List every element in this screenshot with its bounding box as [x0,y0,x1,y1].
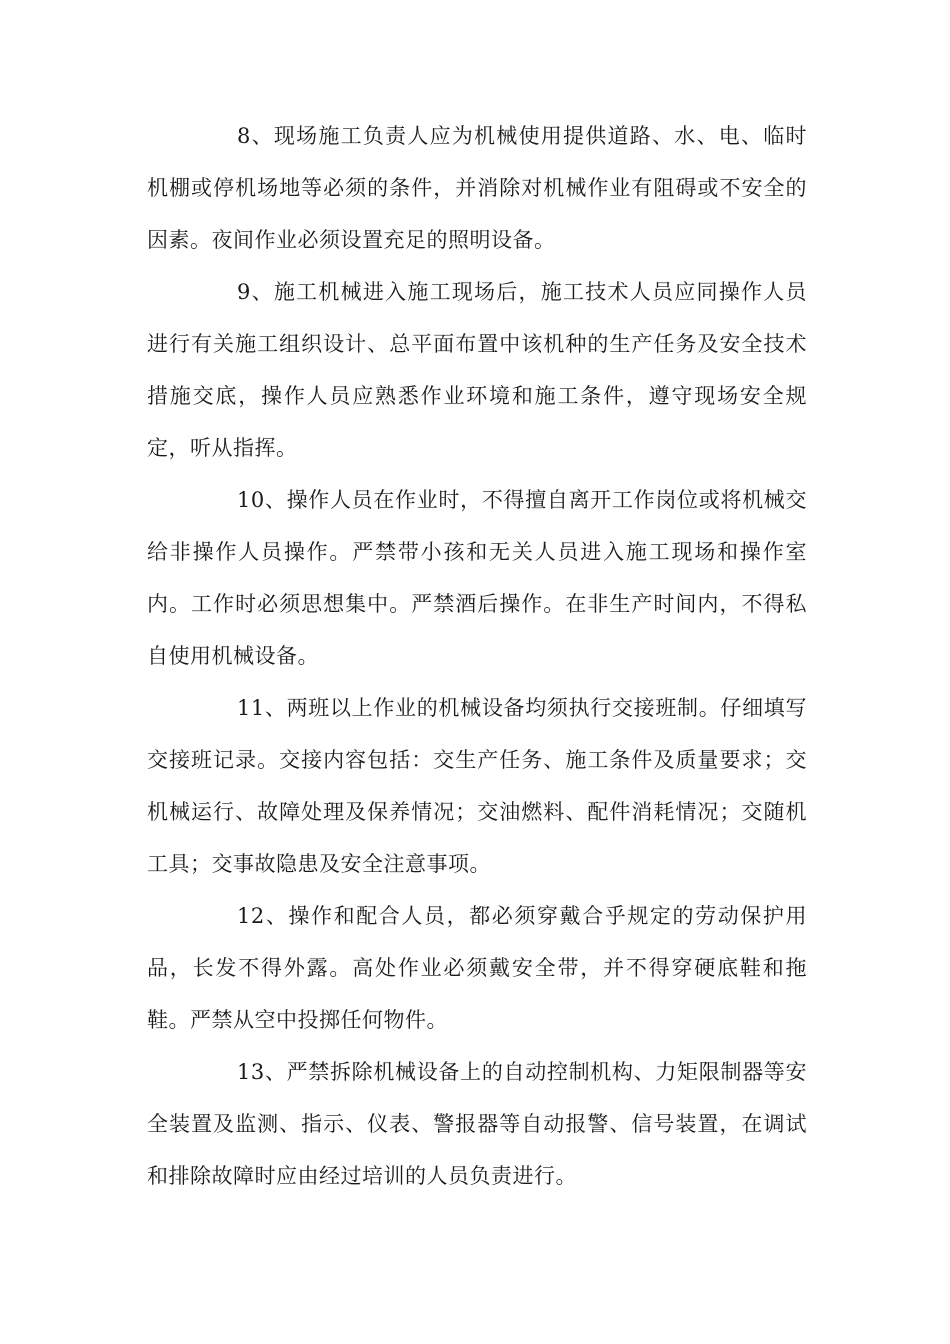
paragraph-item-8: 8、现场施工负责人应为机械使用提供道路、水、电、临时机棚或停机场地等必须的条件，并消除对机械作业有阻碍或不安全的因素。夜间作业必须设置充足的照明设备。 [147,124,807,252]
document-body [147,110,807,1202]
paragraph-item-10: 10、操作人员在作业时，不得擅自离开工作岗位或将机械交给非操作人员操作。严禁带小孩和无关人员进入施工现场和操作室内。工作时必须思想集中。严禁酒后操作。在非生产时间内，不得私自使用机械设备。 [147,488,807,668]
paragraph-item-13: 13、严禁拆除机械设备上的自动控制机构、力矩限制器等安全装置及监测、指示、仪表、警报器等自动报警、信号装置，在调试和排除故障时应由经过培训的人员负责进行。 [147,1060,807,1188]
paragraph-item-11: 11、两班以上作业的机械设备均须执行交接班制。仔细填写交接班记录。交接内容包括：交生产任务、施工条件及质量要求；交机械运行、故障处理及保养情况；交油燃料、配件消耗情况；交随机工具；交事故隐患及安全注意事项。 [147,696,807,876]
paragraph-item-9: 9、施工机械进入施工现场后，施工技术人员应同操作人员进行有关施工组织设计、总平面布置中该机种的生产任务及安全技术措施交底，操作人员应熟悉作业环境和施工条件，遵守现场安全规定，听从指挥。 [147,280,807,460]
paragraph-item-12: 12、操作和配合人员，都必须穿戴合乎规定的劳动保护用品，长发不得外露。高处作业必须戴安全带，并不得穿硬底鞋和拖鞋。严禁从空中投掷任何物件。 [147,904,807,1032]
